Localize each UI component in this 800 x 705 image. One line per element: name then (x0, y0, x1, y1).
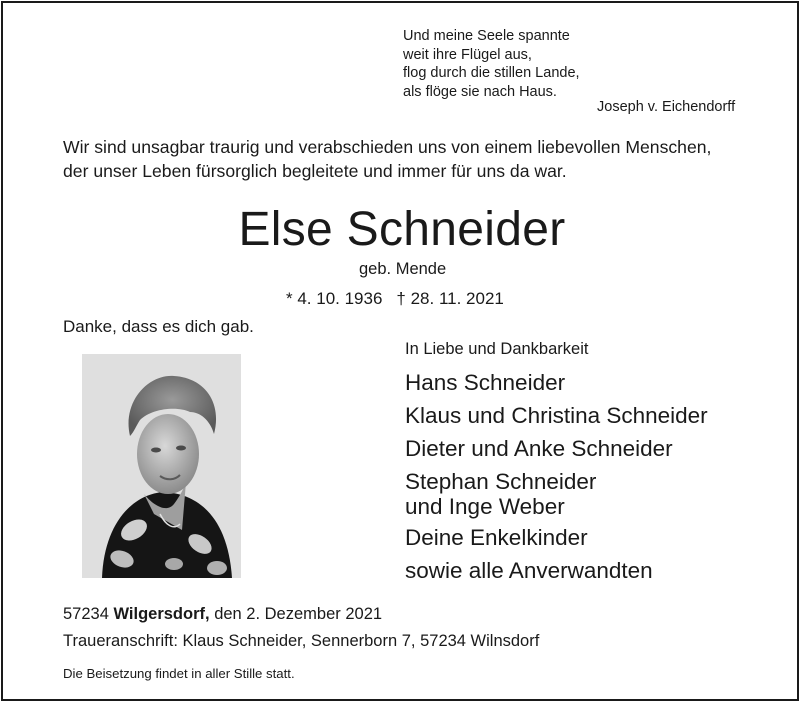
burial-note: Die Beisetzung findet in aller Stille statt. (63, 666, 295, 681)
mourning-address: Traueranschrift: Klaus Schneider, Sennerborn 7, 57234 Wilnsdorf (63, 632, 540, 650)
mourner-name: Klaus und Christina Schneider (405, 403, 708, 428)
poem-line: flog durch die stillen Lande, (403, 65, 580, 81)
thanks-line: Danke, dass es dich gab. (63, 317, 254, 336)
poem-line: als flöge sie nach Haus. (403, 83, 557, 100)
notice-date: den 2. Dezember 2021 (214, 605, 383, 623)
mourner-name: Stephan Schneider (405, 469, 597, 494)
life-dates (286, 289, 504, 309)
death-date: † 28. 11. 2021 (396, 289, 504, 308)
mourner-name: Hans Schneider (405, 370, 566, 395)
place-and-date (63, 605, 382, 624)
poem-line: weit ihre Flügel aus, (403, 46, 532, 63)
mourners-heading: In Liebe und Dankbarkeit (405, 340, 589, 358)
poem (403, 27, 580, 101)
poem-author: Joseph v. Eichendorff (597, 99, 736, 115)
obituary-notice (1, 1, 799, 701)
mourner-name: sowie alle Anverwandten (405, 558, 653, 583)
portrait-image (82, 354, 241, 578)
poem-line: Und meine Seele spannte (403, 28, 570, 44)
deceased-name: Else Schneider (238, 203, 566, 256)
intro-text (63, 135, 711, 183)
town-name: Wilgersdorf, (113, 605, 210, 623)
mourner-name: Dieter und Anke Schneider (405, 436, 673, 461)
mourner-name: und Inge Weber (405, 494, 565, 519)
postal-code: 57234 (63, 605, 109, 623)
mourners-list (405, 366, 708, 587)
portrait-photo (82, 354, 241, 578)
birth-date: * 4. 10. 1936 (286, 289, 383, 308)
birth-name: geb. Mende (359, 260, 447, 278)
intro-line: der unser Leben fürsorglich begleitete und immer für uns da war. (63, 161, 567, 181)
mourner-name: Deine Enkelkinder (405, 525, 588, 550)
intro-line: Wir sind unsagbar traurig und verabschieden uns von einem liebevollen Menschen, (63, 137, 712, 157)
